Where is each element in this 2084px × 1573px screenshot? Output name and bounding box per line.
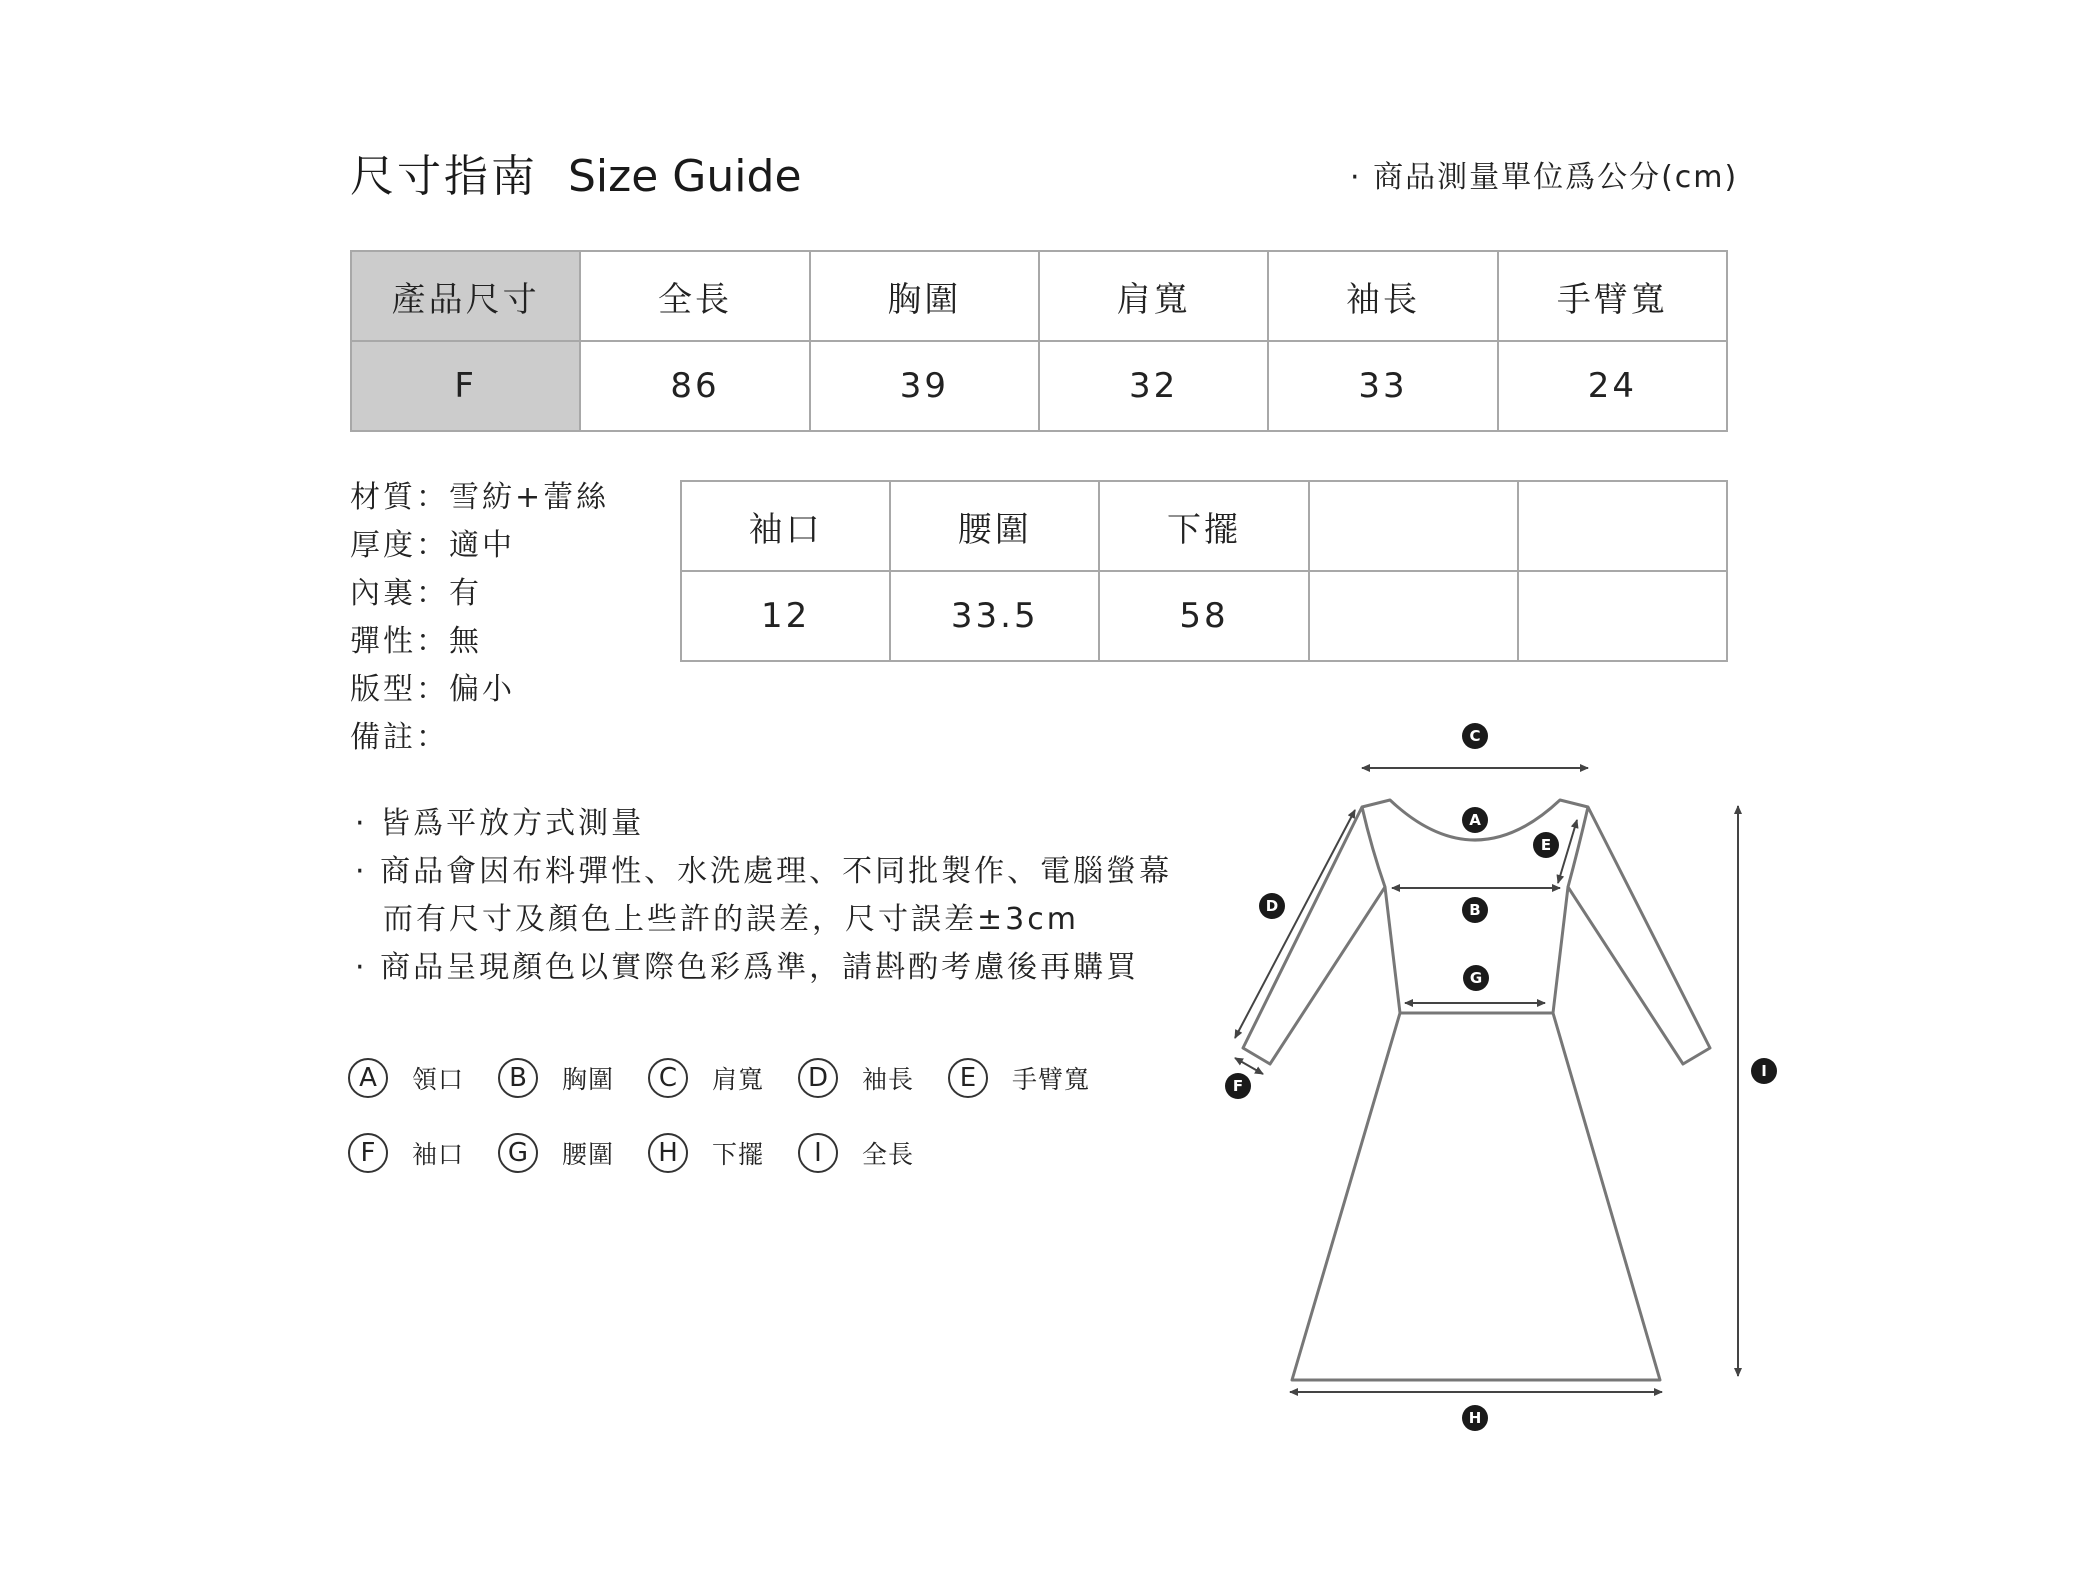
spec-material: 材質：雪紡+蕾絲 <box>350 480 610 515</box>
cell-waist: 33.5 <box>890 571 1099 661</box>
header-cell-size: 產品尺寸 <box>351 251 580 341</box>
marker-g-icon <box>1463 965 1489 991</box>
svg-text:E: E <box>1540 836 1552 854</box>
header-cell-waist: 腰圍 <box>890 481 1099 571</box>
cell-length: 86 <box>580 341 809 431</box>
note-item: · 皆爲平放方式測量 <box>355 806 645 841</box>
svg-text:C: C <box>1469 727 1481 745</box>
marker-c-icon <box>1462 723 1488 749</box>
dress-armhole-right <box>1568 807 1588 887</box>
measurement-arrows <box>1232 768 1738 1392</box>
title-zh: 尺寸指南 <box>350 151 538 202</box>
spec-thickness: 厚度：適中 <box>350 528 515 563</box>
legend-circle: E <box>948 1058 988 1098</box>
cell-cuff: 12 <box>681 571 890 661</box>
marker-b-icon <box>1462 897 1488 923</box>
legend-label: 手臂寬 <box>1012 1065 1091 1094</box>
spec-lining: 內裏：有 <box>350 576 482 611</box>
unit-note: · 商品測量單位爲公分(cm) <box>1350 160 1739 195</box>
legend-circle: G <box>498 1133 538 1173</box>
legend-label: 下擺 <box>712 1140 765 1169</box>
svg-text:G: G <box>1469 969 1483 987</box>
spec-fit: 版型：偏小 <box>350 672 515 707</box>
legend-label: 袖長 <box>862 1065 915 1094</box>
arrow-cuff <box>1235 1058 1263 1074</box>
cell-hem: 58 <box>1099 571 1308 661</box>
marker-e-icon <box>1533 832 1559 858</box>
arrow-sleeve <box>1235 810 1355 1038</box>
legend-circle: C <box>648 1058 688 1098</box>
header-cell-sleeve: 袖長 <box>1268 251 1497 341</box>
cell-sleeve: 33 <box>1268 341 1497 431</box>
arrow-arm-width <box>1558 820 1577 883</box>
spec-remarks: 備註： <box>350 720 449 755</box>
legend-circle: A <box>348 1058 388 1098</box>
note-item: · 商品呈現顏色以實際色彩爲準，請斟酌考慮後再購買 <box>355 950 1140 985</box>
marker-f-icon <box>1225 1073 1251 1099</box>
header-cell-shoulder: 肩寬 <box>1039 251 1268 341</box>
legend-circle: I <box>798 1133 838 1173</box>
svg-text:B: B <box>1469 901 1481 919</box>
cell-arm: 24 <box>1498 341 1727 431</box>
note-item: · 商品會因布料彈性、水洗處理、不同批製作、電腦螢幕 <box>355 854 1173 889</box>
header-cell-cuff: 袖口 <box>681 481 890 571</box>
marker-a-icon <box>1462 807 1488 833</box>
header-cell-arm: 手臂寬 <box>1498 251 1727 341</box>
header-cell-chest: 胸圍 <box>810 251 1039 341</box>
legend-label: 領口 <box>412 1065 465 1094</box>
spec-elasticity: 彈性：無 <box>350 624 482 659</box>
legend-label: 胸圍 <box>562 1065 615 1094</box>
legend-label: 袖口 <box>412 1140 465 1169</box>
marker-d-icon <box>1259 893 1285 919</box>
dress-armhole-left <box>1362 807 1385 887</box>
legend-circle: B <box>498 1058 538 1098</box>
marker-h-icon <box>1462 1405 1488 1431</box>
header-cell-hem: 下擺 <box>1099 481 1308 571</box>
svg-text:I: I <box>1761 1062 1767 1080</box>
legend-label: 全長 <box>862 1140 915 1169</box>
legend-circle: D <box>798 1058 838 1098</box>
cell-shoulder: 32 <box>1039 341 1268 431</box>
cell-size: F <box>351 341 580 431</box>
legend-label: 腰圍 <box>562 1140 615 1169</box>
legend-circle: H <box>648 1133 688 1173</box>
legend-label: 肩寬 <box>712 1065 765 1094</box>
cell-chest: 39 <box>810 341 1039 431</box>
legend-circle: F <box>348 1133 388 1173</box>
svg-text:F: F <box>1232 1077 1244 1095</box>
svg-text:D: D <box>1265 897 1279 915</box>
title-en: Size Guide <box>568 151 802 202</box>
marker-i-icon <box>1751 1058 1777 1084</box>
header-cell-length: 全長 <box>580 251 809 341</box>
svg-text:A: A <box>1469 811 1481 829</box>
svg-text:H: H <box>1468 1409 1482 1427</box>
note-item-continued: 而有尺寸及顏色上些許的誤差，尺寸誤差±3cm <box>383 902 1079 937</box>
